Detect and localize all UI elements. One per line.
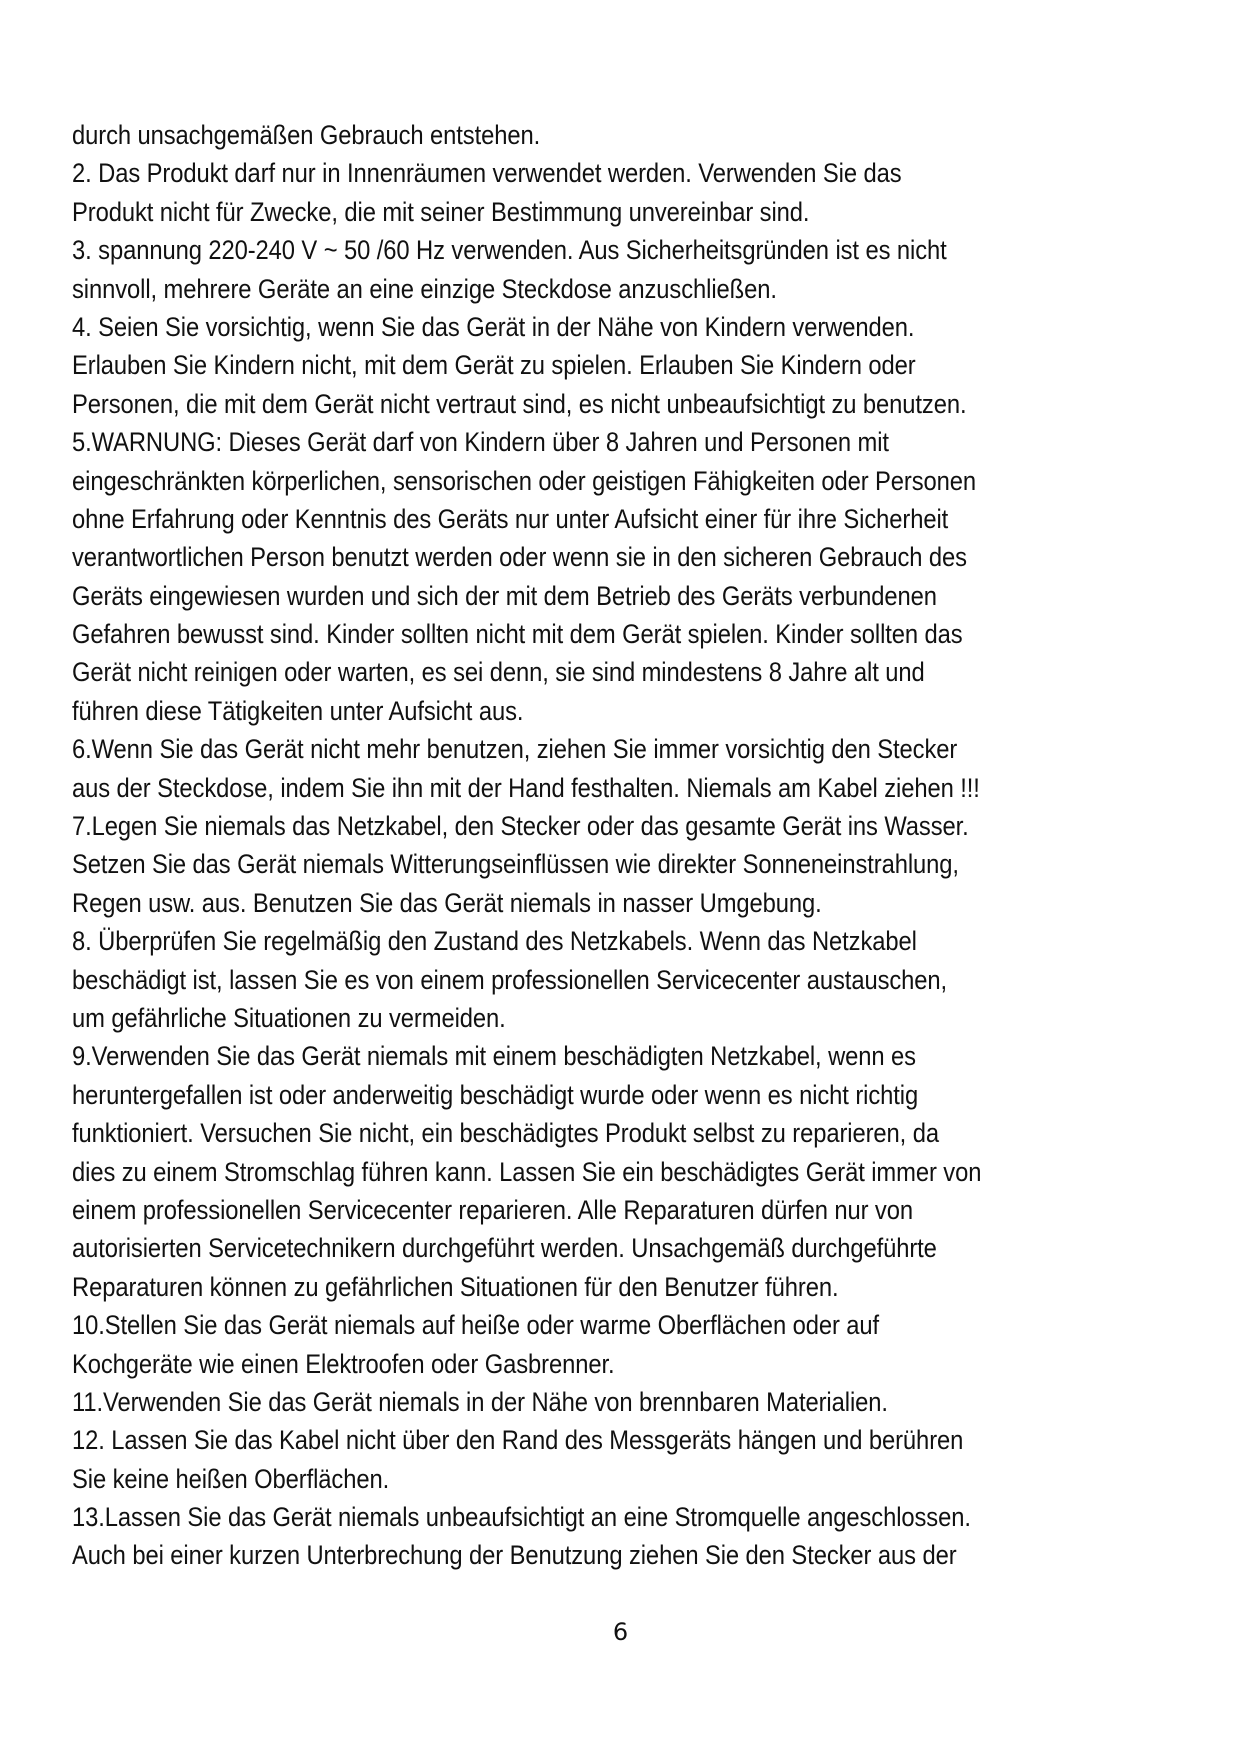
text-line: Setzen Sie das Gerät niemals Witterungseinflüssen wie direkter Sonneneinstrahlung, <box>72 849 959 880</box>
text-line: 4. Seien Sie vorsichtig, wenn Sie das Gerät in der Nähe von Kindern verwenden. <box>72 311 915 342</box>
text-line: um gefährliche Situationen zu vermeiden. <box>72 1002 506 1033</box>
text-line: heruntergefallen ist oder anderweitig beschädigt wurde oder wenn es nicht richtig <box>72 1079 919 1110</box>
text-line: Kochgeräte wie einen Elektroofen oder Gasbrenner. <box>72 1348 615 1379</box>
text-line: ohne Erfahrung oder Kenntnis des Geräts nur unter Aufsicht einer für ihre Sicherheit <box>72 503 949 534</box>
text-line: aus der Steckdose, indem Sie ihn mit der Hand festhalten. Niemals am Kabel ziehen !!! <box>72 772 980 803</box>
page-number: 6 <box>612 1618 629 1646</box>
text-line: einem professionellen Servicecenter reparieren. Alle Reparaturen dürfen nur von <box>72 1194 913 1225</box>
text-line: 2. Das Produkt darf nur in Innenräumen verwendet werden. Verwenden Sie das <box>72 158 902 189</box>
text-line: 12. Lassen Sie das Kabel nicht über den Rand des Messgeräts hängen und berühren <box>72 1425 964 1456</box>
text-line: 10.Stellen Sie das Gerät niemals auf heiße oder warme Oberflächen oder auf <box>72 1310 880 1341</box>
text-line: Gerät nicht reinigen oder warten, es sei denn, sie sind mindestens 8 Jahre alt und <box>72 657 925 688</box>
text-line: 7.Legen Sie niemals das Netzkabel, den Stecker oder das gesamte Gerät ins Wasser. <box>72 811 969 842</box>
text-line: führen diese Tätigkeiten unter Aufsicht aus. <box>72 695 524 726</box>
body-text <box>72 116 1040 1575</box>
text-line: Erlauben Sie Kindern nicht, mit dem Gerät zu spielen. Erlauben Sie Kindern oder <box>72 350 916 381</box>
text-line: Regen usw. aus. Benutzen Sie das Gerät niemals in nasser Umgebung. <box>72 887 822 918</box>
text-line: Auch bei einer kurzen Unterbrechung der Benutzung ziehen Sie den Stecker aus der <box>72 1540 957 1571</box>
text-line: 6.Wenn Sie das Gerät nicht mehr benutzen, ziehen Sie immer vorsichtig den Stecker <box>72 734 958 765</box>
text-line: 5.WARNUNG: Dieses Gerät darf von Kindern über 8 Jahren und Personen mit <box>72 427 889 458</box>
text-line: 8. Überprüfen Sie regelmäßig den Zustand des Netzkabels. Wenn das Netzkabel <box>72 926 917 957</box>
text-line: beschädigt ist, lassen Sie es von einem professionellen Servicecenter austauschen, <box>72 964 948 995</box>
text-line: durch unsachgemäßen Gebrauch entstehen. <box>72 120 541 150</box>
text-line: Produkt nicht für Zwecke, die mit seiner Bestimmung unvereinbar sind. <box>72 196 810 227</box>
text-line: 11.Verwenden Sie das Gerät niemals in der Nähe von brennbaren Materialien. <box>72 1386 888 1417</box>
text-line: Reparaturen können zu gefährlichen Situationen für den Benutzer führen. <box>72 1271 839 1302</box>
text-line: autorisierten Servicetechnikern durchgeführt werden. Unsachgemäß durchgeführte <box>72 1233 937 1264</box>
text-line: eingeschränkten körperlichen, sensorischen oder geistigen Fähigkeiten oder Personen <box>72 465 977 496</box>
text-line: Gefahren bewusst sind. Kinder sollten nicht mit dem Gerät spielen. Kinder sollten das <box>72 619 963 650</box>
text-line: Personen, die mit dem Gerät nicht vertraut sind, es nicht unbeaufsichtigt zu benutzen. <box>72 388 967 419</box>
text-line: Geräts eingewiesen wurden und sich der mit dem Betrieb des Geräts verbundenen <box>72 580 937 611</box>
text-line: 9.Verwenden Sie das Gerät niemals mit einem beschädigten Netzkabel, wenn es <box>72 1041 916 1072</box>
text-line: verantwortlichen Person benutzt werden oder wenn sie in den sicheren Gebrauch des <box>72 542 967 573</box>
text-line: Sie keine heißen Oberflächen. <box>72 1463 390 1494</box>
text-line: dies zu einem Stromschlag führen kann. Lassen Sie ein beschädigtes Gerät immer von <box>72 1156 982 1187</box>
text-line: sinnvoll, mehrere Geräte an eine einzige Steckdose anzuschließen. <box>72 273 777 304</box>
text-line: 13.Lassen Sie das Gerät niemals unbeaufsichtigt an eine Stromquelle angeschlossen. <box>72 1502 971 1533</box>
text-line: funktioniert. Versuchen Sie nicht, ein beschädigtes Produkt selbst zu reparieren, da <box>72 1118 939 1149</box>
text-line: 3. spannung 220-240 V ~ 50 /60 Hz verwenden. Aus Sicherheitsgründen ist es nicht <box>72 235 947 266</box>
